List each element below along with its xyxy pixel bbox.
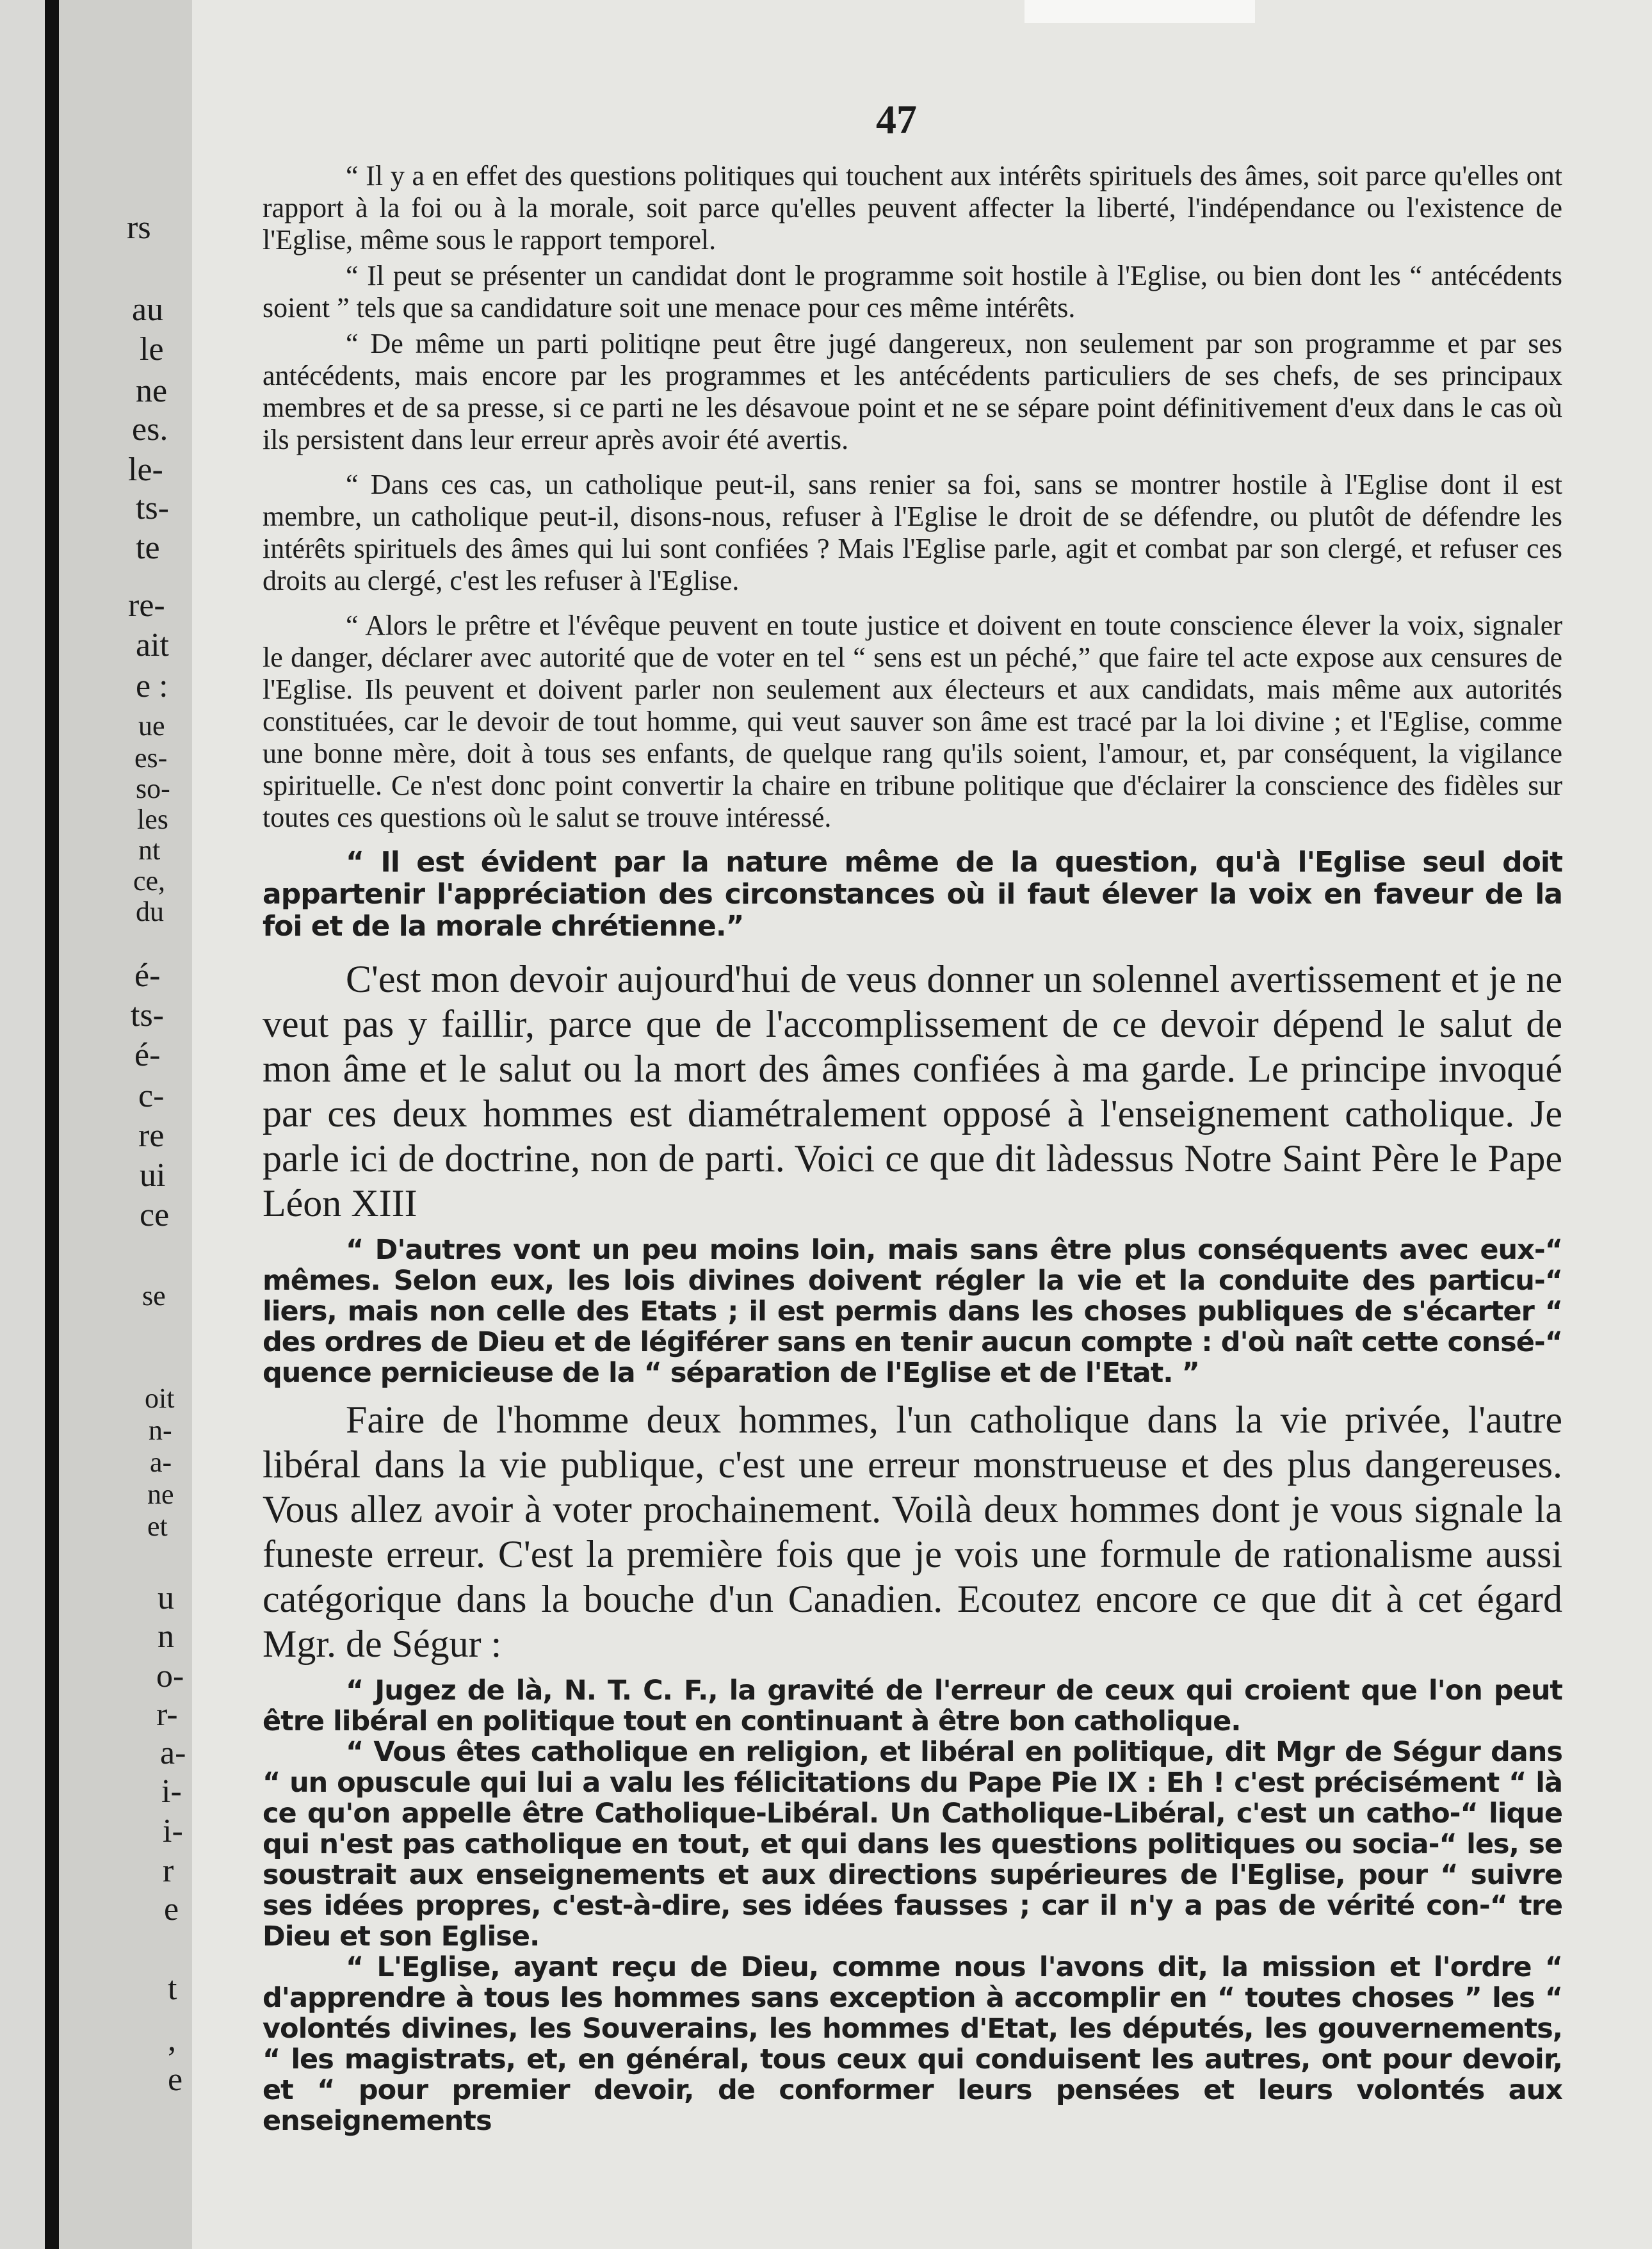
fragment: et <box>147 1511 168 1542</box>
fragment: i- <box>163 1813 183 1849</box>
fragment: es- <box>134 742 168 774</box>
fragment: re- <box>128 587 165 624</box>
fragment: c- <box>138 1078 165 1114</box>
fragment: re <box>138 1117 165 1154</box>
fragment: é- <box>134 957 161 994</box>
fragment: ts- <box>136 490 169 526</box>
fragment: a- <box>150 1447 172 1478</box>
facing-page-text-fragments <box>0 0 192 2249</box>
fragment: le <box>140 331 164 368</box>
fragment: ue <box>138 710 165 742</box>
body-paragraph: C'est mon devoir aujourd'hui de veus donner un solennel avertissement et je ne veut pas y faillir, parce que de l'accomplissement de ce devoir dépend le salut de mon âme et le salut ou la mort des âmes confiées à ma garde. Le principe invoqué par ces deux hommes est diamétralement opposé à l'enseignement catholique. Je parle ici de doctrine, non de parti. Voici ce que dit làdessus Notre Saint Père le Pape Léon XIII <box>263 958 1562 1224</box>
fragment: nt <box>138 834 161 866</box>
leon-xiii-quote: “ D'autres vont un peu moins loin, mais sans être plus conséquents avec eux-“ mêmes. Selon eux, les lois divines doivent régler la vie et la conduite des particu-“ liers, mais non celle des Etats ; il est permis dans les choses publiques de s'écarter “ des ordres de Dieu et de légiférer sans en tenir aucun compte : d'où naît cette consé-“ quence pernicieuse de la “ séparation de l'Eglise et de l'Etat. ” <box>263 1234 1562 1389</box>
fragment: les <box>137 804 168 835</box>
fragment: n <box>158 1618 174 1655</box>
quote-paragraph: “ Alors le prêtre et l'évêque peuvent en toute justice et doivent en toute conscience élever la voix, signaler le danger, déclarer avec autorité que de voter en tel “ sens est un péché,” que faire tel acte expose aux censures de l'Eglise. Ils peuvent et doivent parler non seulement aux électeurs et aux candidats, mais même aux autorités constituées, car le devoir de tout homme, qui veut sauver son âme est tracé par la loi divine ; et l'Eglise, comme une bonne mère, doit à tous ses enfants, de quelque rang qu'ils soient, l'amour, et, par conséquent, la vigilance spirituelle. Ce n'est donc point convertir la chaire en tribune politique que d'éclairer la conscience des fidèles sur toutes ces questions où le salut se trouve intéressé. <box>263 610 1562 833</box>
quote-paragraph: “ Jugez de là, N. T. C. F., la gravité de l'erreur de ceux qui croient que l'on peut être libéral en politique tout en continuant à être bon catholique. <box>263 1675 1562 1737</box>
fragment: oit <box>145 1383 175 1414</box>
body-paragraph: Faire de l'homme deux hommes, l'un catholique dans la vie privée, l'autre libéral dans la vie publique, c'est une erreur monstrueuse et des plus dangereuses. Vous allez avoir à voter prochainement. Voilà deux hommes dont je vous signale la funeste erreur. C'est la première fois que je vois une formule de rationalisme aussi catégorique dans la bouche d'un Canadien. Ecoutez encore ce que dit à cet égard Mgr. de Ségur : <box>263 1399 1562 1665</box>
page-number: 47 <box>876 97 917 142</box>
fragment: e <box>164 1891 179 1928</box>
quote-paragraph: “ Il peut se présenter un candidat dont le programme soit hostile à l'Eglise, ou bien dont les “ antécédents soient ” tels que sa candidature soit une menace pour ces même intérêts. <box>263 260 1562 323</box>
bold-quote: “ Il est évident par la nature même de la question, qu'à l'Eglise seul doit appartenir l'appréciation des circonstances où il faut élever la voix en faveur de la foi et de la morale chrétienne.” <box>263 846 1562 943</box>
fragment: , <box>168 2022 176 2058</box>
segur-quote <box>263 1675 1562 2136</box>
fragment: ui <box>140 1157 166 1194</box>
fragment: e : <box>136 668 168 704</box>
paper-edge <box>1024 0 1255 23</box>
fragment: se <box>142 1280 166 1311</box>
fragment: r <box>163 1853 174 1889</box>
fragment: u <box>158 1580 174 1616</box>
fragment: t <box>168 1970 177 2007</box>
fragment: o- <box>156 1658 184 1694</box>
quote-paragraph: “ L'Eglise, ayant reçu de Dieu, comme nous l'avons dit, la mission et l'ordre “ d'apprendre à tous les hommes sans exception à accomplir en “ toutes choses ” les “ volontés divines, les Souverains, les hommes d'Etat, les députés, les gouvernements, “ les magistrats, et, en général, tous ceux qui conduisent les autres, ont pour devoir, et “ pour premier devoir, de conformer leurs pensées et leurs volontés aux enseignements <box>263 1951 1562 2137</box>
quote-paragraph: “ Il y a en effet des questions politiques qui touchent aux intérêts spirituels des âmes, soit parce qu'elles ont rapport à la foi ou à la morale, soit parce qu'elles peuvent affecter la liberté, l'indépendance ou l'existence de l'Eglise, même sous le rapport temporel. <box>263 160 1562 256</box>
page-text <box>263 160 1562 2136</box>
quote-paragraph: “ De même un parti politiqne peut être jugé dangereux, non seulement par son programme et par ses antécédents, mais encore par les programmes et les antécédents particuliers de ses chefs, de ses principaux membres et de sa presse, si ce parti ne les désavoue point et ne se sépare point définitivement d'eux dans le cas où ils persistent dans leur erreur après avoir été avertis. <box>263 328 1562 455</box>
fragment: é- <box>134 1037 161 1073</box>
fragment: le- <box>128 451 163 488</box>
fragment: ne <box>147 1479 174 1510</box>
fragment: rs <box>127 209 151 246</box>
fragment: ait <box>136 627 169 663</box>
fragment: a- <box>160 1735 186 1771</box>
fragment: r- <box>156 1696 178 1733</box>
fragment: te <box>136 530 160 566</box>
fragment: e <box>168 2061 183 2098</box>
fragment: ce, <box>133 865 166 897</box>
fragment: ts- <box>131 997 164 1034</box>
fragment: i- <box>161 1773 182 1810</box>
quote-paragraph: “ Vous êtes catholique en religion, et libéral en politique, dit Mgr de Ségur dans “ un opuscule qui lui a valu les félicitations du Pape Pie IX : Eh ! c'est précisément “ là ce qu'on appelle être Catholique-Libéral. Un Catholique-Libéral, c'est un catho-“ lique qui n'est pas catholique en tout, et qui dans les questions politiques ou socia-“ les, se soustrait aux enseignements et aux directions supérieures de l'Eglise, pour “ suivre ses idées propres, c'est-à-dire, ses idées fausses ; car il n'y a pas de vérité con-“ tre Dieu et son Eglise. <box>263 1736 1562 1953</box>
fragment: du <box>136 896 164 927</box>
fragment: n- <box>149 1415 172 1446</box>
book-page <box>192 0 1652 2249</box>
fragment: es. <box>132 411 168 448</box>
quoted-passage-1 <box>263 160 1562 834</box>
fragment: ne <box>136 373 168 409</box>
quote-paragraph: “ Dans ces cas, un catholique peut-il, sans renier sa foi, sans se montrer hostile à l'Eglise dont il est membre, un catholique peut-il, disons-nous, refuser à l'Eglise le droit de se défendre, ou plutôt de défendre les intérêts spirituels des âmes qui lui sont confiées ? Mais l'Eglise parle, agit et combat par son clergé, et refuser ces droits au clergé, c'est les refuser à l'Eglise. <box>263 469 1562 596</box>
fragment: so- <box>136 773 170 804</box>
fragment: ce <box>140 1197 170 1233</box>
fragment: au <box>132 291 164 328</box>
